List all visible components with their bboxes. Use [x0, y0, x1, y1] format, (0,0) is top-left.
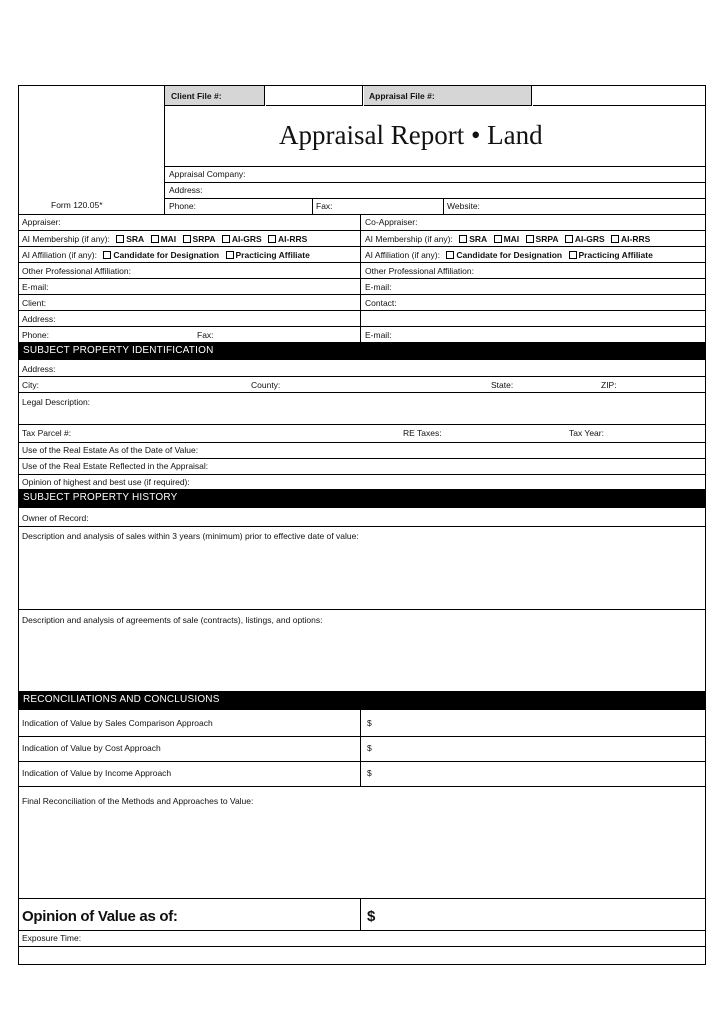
- co-membership-mai: MAI: [503, 234, 520, 244]
- co-membership-sra: SRA: [469, 234, 488, 244]
- opinion-of-value-label: Opinion of Value as of:: [22, 908, 178, 925]
- co-checkbox-mai[interactable]: [494, 235, 502, 243]
- checkbox-ai-grs[interactable]: [222, 235, 230, 243]
- client-phone-label: Phone:: [22, 330, 49, 340]
- use-date-label: Use of the Real Estate As of the Date of Value:: [22, 445, 199, 455]
- owner-of-record-label: Owner of Record:: [22, 513, 89, 523]
- cost-approach-currency: $: [367, 743, 372, 753]
- checkbox-candidate[interactable]: [103, 251, 111, 259]
- final-reconciliation-field[interactable]: [19, 787, 705, 898]
- client-address-label: Address:: [22, 314, 56, 324]
- tax-parcel-label: Tax Parcel #:: [22, 428, 72, 438]
- section-heading-history: SUBJECT PROPERTY HISTORY: [19, 489, 705, 508]
- sales-history-field[interactable]: [19, 527, 705, 609]
- affiliation-label: AI Affiliation (if any):: [22, 250, 97, 260]
- checkbox-sra[interactable]: [116, 235, 124, 243]
- checkbox-ai-rrs[interactable]: [268, 235, 276, 243]
- city-label: City:: [22, 380, 39, 390]
- co-membership-srpa: SRPA: [535, 234, 559, 244]
- co-checkbox-practicing[interactable]: [569, 251, 577, 259]
- co-affiliation-practicing: Practicing Affiliate: [578, 250, 653, 260]
- appraiser-email-label: E-mail:: [22, 282, 49, 292]
- property-address-label: Address:: [22, 364, 56, 374]
- membership-label: AI Membership (if any):: [22, 234, 110, 244]
- county-label: County:: [251, 380, 281, 390]
- section-heading-reconciliation: RECONCILIATIONS AND CONCLUSIONS: [19, 691, 705, 710]
- income-approach-currency: $: [367, 768, 372, 778]
- membership-ai-grs: AI-GRS: [231, 234, 262, 244]
- membership-ai-rrs: AI-RRS: [278, 234, 308, 244]
- co-affiliation-candidate: Candidate for Designation: [456, 250, 563, 260]
- state-label: State:: [491, 380, 514, 390]
- contact-label: Contact:: [365, 298, 397, 308]
- sales-history-label: Description and analysis of sales within 3 years (minimum) prior to effective date of value:: [22, 531, 359, 541]
- co-checkbox-ai-grs[interactable]: [565, 235, 573, 243]
- affiliation-candidate: Candidate for Designation: [113, 250, 220, 260]
- checkbox-srpa[interactable]: [183, 235, 191, 243]
- appraisal-form: [18, 85, 706, 965]
- company-address-label: Address:: [169, 185, 203, 195]
- re-taxes-label: RE Taxes:: [403, 428, 442, 438]
- co-appraiser-label: Co-Appraiser:: [365, 217, 418, 227]
- membership-row: [22, 235, 307, 244]
- appraisal-file-label: Appraisal File #:: [369, 91, 435, 101]
- checkbox-practicing[interactable]: [226, 251, 234, 259]
- client-file-field[interactable]: [266, 86, 363, 106]
- company-phone-label: Phone:: [169, 201, 196, 211]
- co-checkbox-candidate[interactable]: [446, 251, 454, 259]
- zip-label: ZIP:: [601, 380, 617, 390]
- exposure-time-label: Exposure Time:: [22, 933, 82, 943]
- client-email-label: E-mail:: [365, 330, 392, 340]
- opinion-of-value-currency: $: [367, 908, 376, 925]
- other-affiliation-label: Other Professional Affiliation:: [22, 266, 131, 276]
- sales-comparison-label: Indication of Value by Sales Comparison Approach: [22, 718, 213, 728]
- use-reflected-label: Use of the Real Estate Reflected in the Appraisal:: [22, 461, 209, 471]
- co-appraiser-email-label: E-mail:: [365, 282, 392, 292]
- co-membership-label: AI Membership (if any):: [365, 234, 453, 244]
- cost-approach-label: Indication of Value by Cost Approach: [22, 743, 161, 753]
- co-membership-row: [365, 235, 650, 244]
- co-membership-ai-grs: AI-GRS: [574, 234, 605, 244]
- company-fax-label: Fax:: [316, 201, 333, 211]
- agreements-label: Description and analysis of agreements of sale (contracts), listings, and options:: [22, 615, 323, 625]
- membership-mai: MAI: [160, 234, 177, 244]
- appraiser-label: Appraiser:: [22, 217, 61, 227]
- co-checkbox-sra[interactable]: [459, 235, 467, 243]
- appraisal-file-field[interactable]: [533, 86, 705, 106]
- co-other-affiliation-label: Other Professional Affiliation:: [365, 266, 474, 276]
- co-membership-ai-rrs: AI-RRS: [621, 234, 651, 244]
- income-approach-label: Indication of Value by Income Approach: [22, 768, 172, 778]
- co-checkbox-srpa[interactable]: [526, 235, 534, 243]
- final-reconciliation-label: Final Reconciliation of the Methods and Approaches to Value:: [22, 796, 254, 806]
- legal-description-label: Legal Description:: [22, 397, 91, 407]
- highest-best-use-label: Opinion of highest and best use (if required):: [22, 477, 190, 487]
- client-label: Client:: [22, 298, 47, 308]
- appraisal-company-label: Appraisal Company:: [169, 169, 246, 179]
- agreements-field[interactable]: [19, 610, 705, 690]
- section-heading-identification: SUBJECT PROPERTY IDENTIFICATION: [19, 342, 705, 360]
- membership-sra: SRA: [126, 234, 145, 244]
- client-file-label: Client File #:: [171, 91, 222, 101]
- checkbox-mai[interactable]: [151, 235, 159, 243]
- form-number: Form 120.05*: [51, 200, 103, 210]
- client-fax-label: Fax:: [197, 330, 214, 340]
- sales-comparison-currency: $: [367, 718, 372, 728]
- form-title: Appraisal Report • Land: [279, 120, 543, 150]
- membership-srpa: SRPA: [192, 234, 216, 244]
- affiliation-practicing: Practicing Affiliate: [235, 250, 310, 260]
- company-website-label: Website:: [447, 201, 480, 211]
- co-affiliation-row: [365, 251, 653, 260]
- co-affiliation-label: AI Affiliation (if any):: [365, 250, 440, 260]
- affiliation-row: [22, 251, 310, 260]
- tax-year-label: Tax Year:: [569, 428, 604, 438]
- co-checkbox-ai-rrs[interactable]: [611, 235, 619, 243]
